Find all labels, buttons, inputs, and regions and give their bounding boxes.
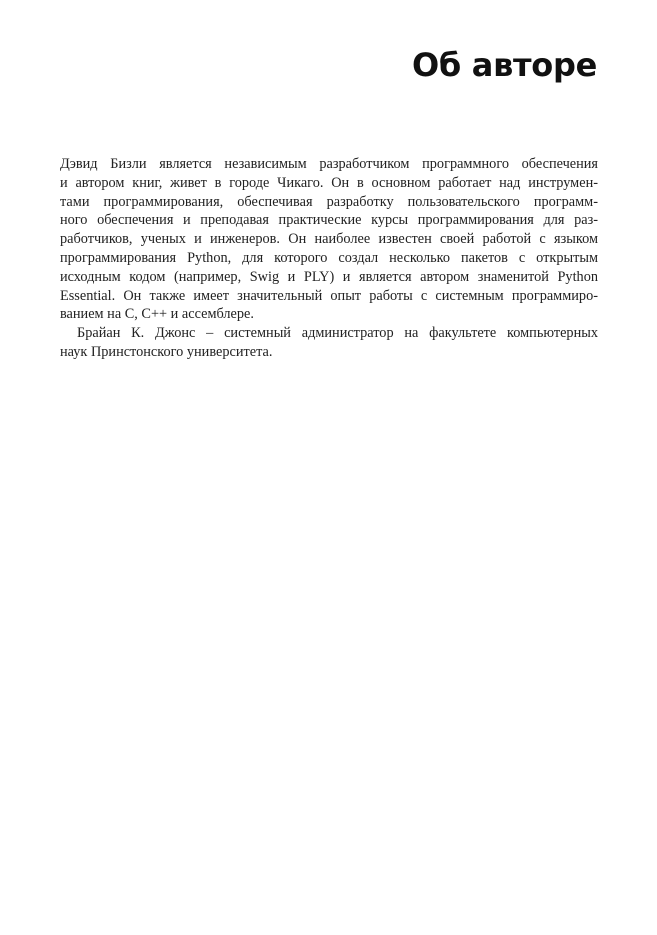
paragraph-author-1 (60, 155, 598, 324)
paragraph-author-2 (60, 324, 598, 362)
body-text (60, 155, 598, 362)
text-line: и автором книг, живет в городе Чикаго. Он в основном работает над инструмен- (60, 174, 598, 191)
text-line: Брайан К. Джонс – системный администратор на факультете компьютерных (77, 325, 598, 342)
page-title: Об авторе (412, 46, 597, 84)
text-line: ного обеспечения и преподавая практические курсы программирования для раз- (60, 212, 598, 229)
text-line: программирования Python, для которого создал несколько пакетов с открытым (60, 249, 598, 266)
text-line: Дэвид Бизли является независимым разработчиком программного обеспечения (60, 156, 598, 172)
text-line: наук Принстонского университета. (60, 343, 273, 360)
text-line: тами программирования, обеспечивая разработку пользовательского программ- (60, 193, 598, 210)
text-line: работчиков, ученых и инженеров. Он наиболее известен своей работой с языком (60, 231, 598, 248)
text-line: ванием на C, C++ и ассемблере. (60, 306, 254, 323)
text-line: Essential. Он также имеет значительный опыт работы с системным программиро- (60, 287, 598, 304)
text-line: исходным кодом (например, Swig и PLY) и является автором знаменитой Python (60, 268, 598, 285)
